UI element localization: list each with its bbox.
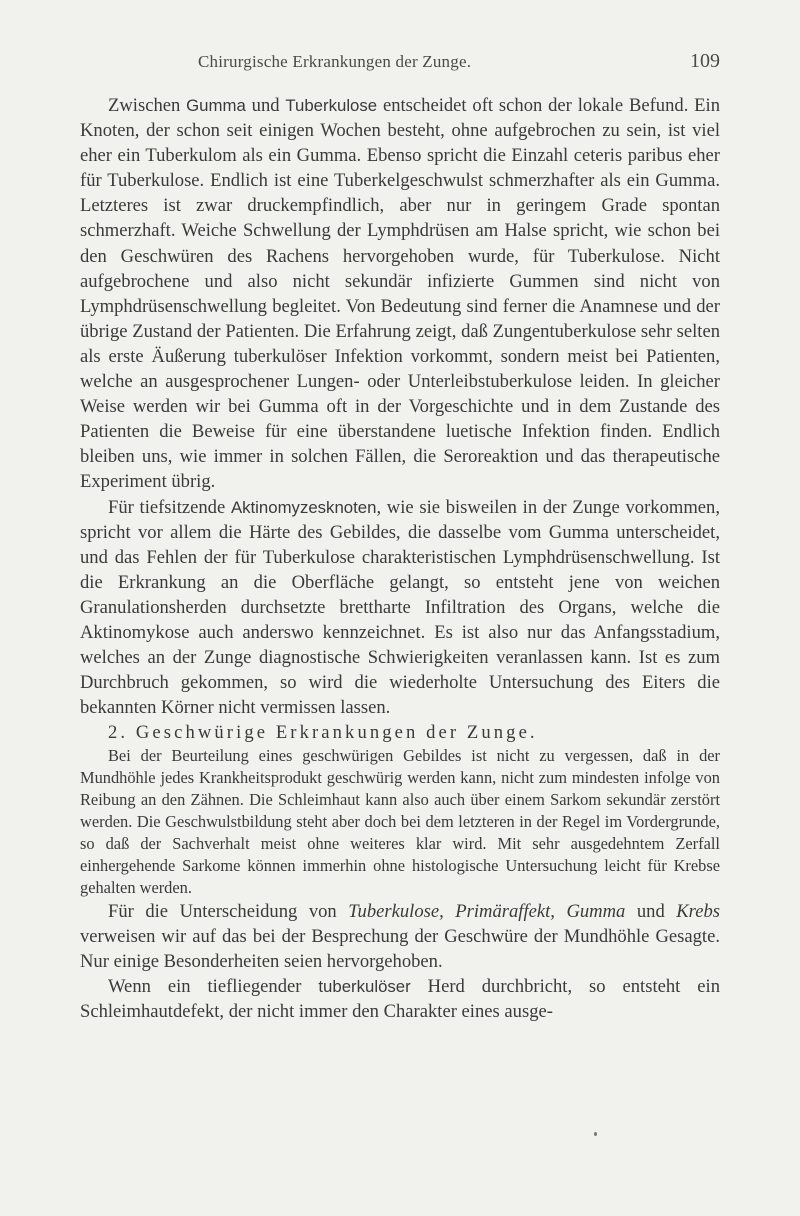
page-number: 109 [690,50,720,72]
emphasis-krebs: Krebs [676,900,720,922]
print-speck [594,1132,597,1136]
text-run: verweisen wir auf das bei der Besprechung der Geschwüre der Mundhöhle Gesagte. Nur einige Besonderheiten seien hervorgehoben. [80,925,720,972]
section-title: Geschwürige Erkrankungen der Zunge. [135,722,538,744]
page-body [80,93,720,1024]
text-run: und [245,95,286,116]
text-run: Zwischen [108,95,187,116]
paragraph-aktinomyzes [80,495,720,721]
keyword-aktinomyzesknoten: Aktinomyzesknoten [230,497,377,517]
text-run: Herd durchbricht, so entsteht ein Schleimhautdefekt, der nicht immer den Charakter eines ausge- [80,976,720,1023]
paragraph-small-print: Bei der Beurteilung eines geschwürigen Gebildes ist nicht zu vergessen, daß in der Mundhöhle jedes Krankheitsprodukt geschwürig werden kann, nicht zum mindesten infolge von Reibung an den Zähnen. Die Schleimhaut kann also auch über einem Sarkom sekundär zerstört werden. Die Geschwulstbildung steht aber doch bei dem letzteren in der Regel im Vordergrunde, so daß der Sachverhalt meist ohne weiteres klar wird. Mit sehr ausgedehntem Zerfall einhergehende Sarkome können immerhin ohne histologische Untersuchung leicht für Krebse gehalten werden. [80,746,720,897]
text-run: Für die Unterscheidung von [108,900,349,922]
keyword-tuberkuloeser: tuberkulöser [318,977,411,997]
paragraph-unterscheidung [80,899,720,974]
paragraph-tuberkuloeser-herd [80,974,720,1024]
text-run: Für tiefsitzende [108,496,231,518]
section-heading [80,720,720,745]
running-head [80,50,720,76]
paragraph-gumma-tuberkulose [80,93,720,495]
keyword-gumma: Gumma [186,96,246,115]
text-run: entscheidet oft schon der lokale Befund. Ein Knoten, der schon seit einigen Wochen besteht, ohne aufgebrochen zu sein, ist viel eher ein Tuberkulom als ein Gumma. Ebenso spricht die Einzahl ceteris paribus eher für Tuberkulose. Endlich ist eine Tuberkelgeschwulst schmerzhafter als ein Gumma. Letzteres ist zwar druckempfindlich, aber nur in geringem Grade spontan schmerzhaft. Weiche Schwellung der Lymphdrüsen am Halse spricht, wie schon bei den Geschwüren des Rachens hervorgehoben wurde, für Tuberkulose. Nicht aufgebrochene und also nicht sekundär infizierte Gummen sind nicht von Lymphdrüsenschwellung begleitet. Von Bedeutung sind ferner die Anamnese und der übrige Zustand der Patienten. Die Erfahrung zeigt, daß Zungentuberkulose sehr selten als erste Äußerung tuberkulöser Infektion vorkommt, sondern meist bei Patienten, welche an ausgesprochener Lungen- oder Unterleibstuberkulose leiden. In gleicher Weise werden wir bei Gumma oft in der Vorgeschichte und in dem Zustande des Patienten die Beweise für eine überstandene luetische Infektion finden. Endlich bleiben uns, wie immer in solchen Fällen, die Seroreaktion und das therapeutische Experiment übrig. [80,95,720,493]
emphasis-diagnoses: Tuberkulose, Primäraffekt, Gumma [348,900,626,922]
running-head-title: Chirurgische Erkrankungen der Zunge. [198,52,472,71]
text-run: Wenn ein tiefliegender [108,976,319,998]
text-run: und [625,900,677,922]
text-run: , wie sie bisweilen in der Zunge vorkommen, spricht vor allem die Härte des Gebildes, die dasselbe vom Gumma unterscheidet, und das Fehlen der für Tuberkulose charakteristischen Lymphdrüsenschwellung. Ist die Erkrankung an die Oberfläche gelangt, so entsteht jene von weichen Granulationsherden durchsetzte bretthartе Infiltration des Organs, welche die Aktinomykose auch anderswo kennzeichnet. Es ist also nur das Anfangsstadium, welches an der Zunge diagnostische Schwierigkeiten veranlassen kann. Ist es zum Durchbruch gekommen, so wird die wiederholte Untersuchung des Eiters die bekannten Körner nicht vermissen lassen. [80,496,720,719]
section-number: 2. [108,722,129,744]
keyword-tuberkulose: Tuberkulose [285,96,378,115]
